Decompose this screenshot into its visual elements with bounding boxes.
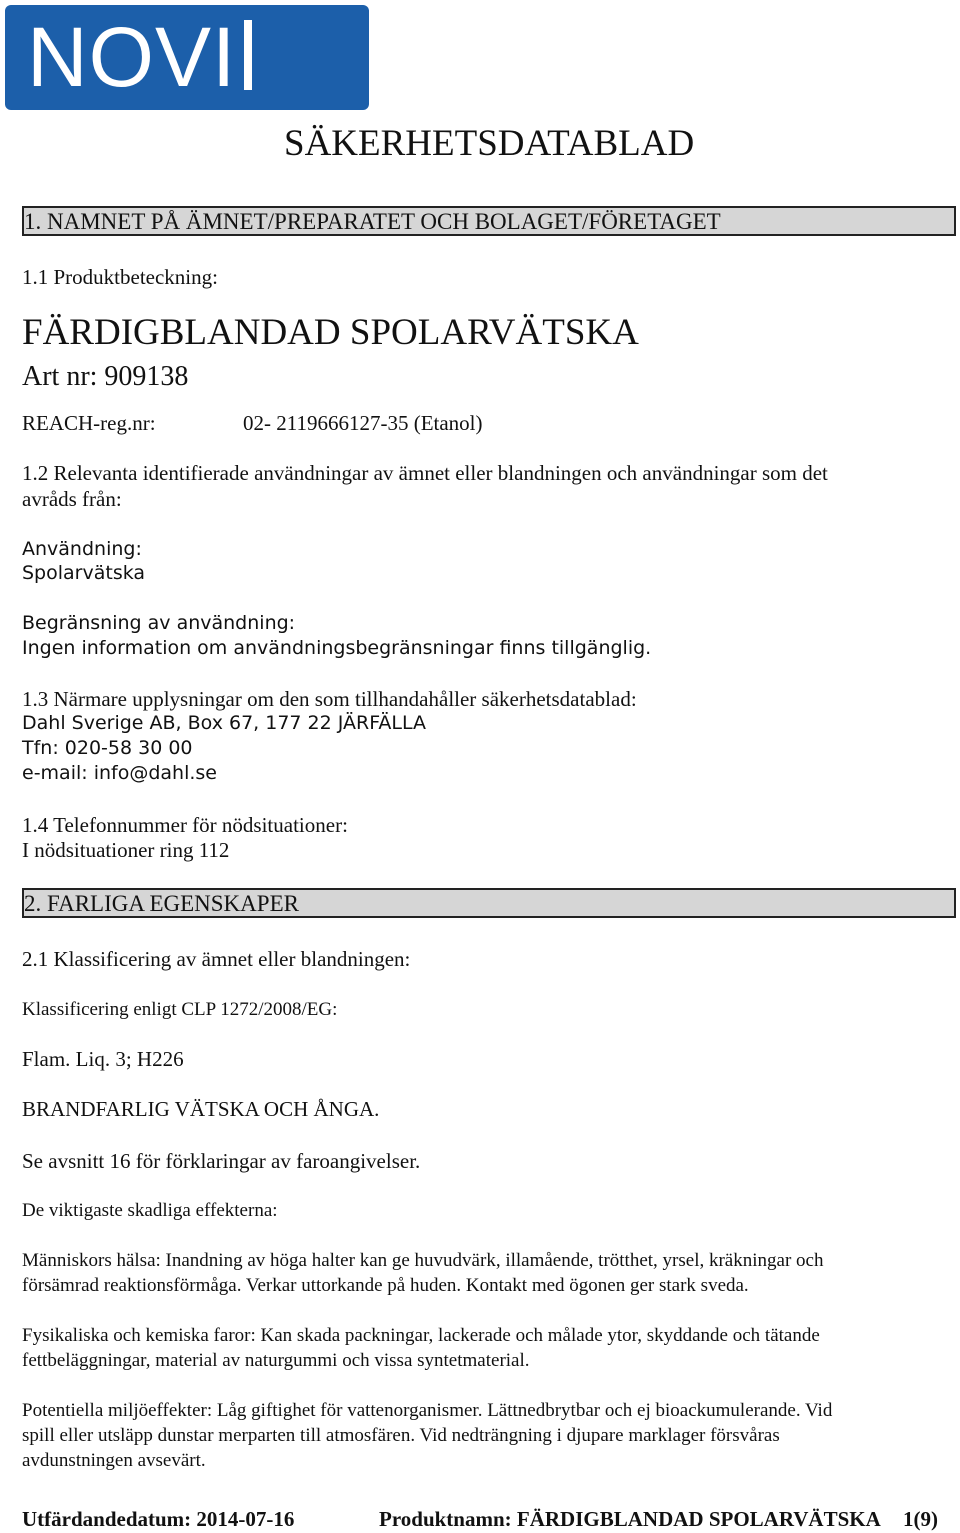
section-2-header <box>22 888 956 918</box>
classification-heading: 2.1 Klassificering av ämnet eller blandningen: <box>22 947 411 971</box>
footer-page-number: 1(9) <box>903 1507 938 1531</box>
section-2-heading: 2. FARLIGA EGENSKAPER <box>24 891 299 916</box>
document-title: SÄKERHETSDATABLAD <box>284 123 695 164</box>
supplier-heading: 1.3 Närmare upplysningar om den som tillhandahåller säkerhetsdatablad: <box>22 687 637 711</box>
supplier-address: Dahl Sverige AB, Box 67, 177 22 JÄRFÄLLA <box>22 712 427 734</box>
product-name: FÄRDIGBLANDAD SPOLARVÄTSKA <box>22 312 639 353</box>
uses-heading-line2: avråds från: <box>22 487 122 511</box>
restriction-label: Begränsning av användning: <box>22 612 296 634</box>
environment-effects-line3: avdunstningen avsevärt. <box>22 1450 206 1471</box>
health-effects-line2: försämrad reaktionsförmåga. Verkar uttorkande på huden. Kontakt med ögonen ger stark sveda. <box>22 1275 749 1296</box>
reach-label: REACH-reg.nr: <box>22 411 156 435</box>
emergency-value: I nödsituationer ring 112 <box>22 838 230 862</box>
supplier-email: e-mail: info@dahl.se <box>22 762 217 784</box>
use-value: Spolarvätska <box>22 562 146 584</box>
clp-value: Flam. Liq. 3; H226 <box>22 1047 184 1071</box>
section-1-header <box>22 206 956 236</box>
environment-effects-line2: spill eller utsläpp dunstar merparten till atmosfären. Vid nedträngning i djupare marklager försvåras <box>22 1425 780 1446</box>
article-number: Art nr: 909138 <box>22 361 189 392</box>
reach-value: 02- 2119666127-35 (Etanol) <box>243 411 483 435</box>
footer-product-name: Produktnamn: FÄRDIGBLANDAD SPOLARVÄTSKA <box>379 1507 881 1531</box>
physchem-effects-line1: Fysikaliska och kemiska faror: Kan skada packningar, lackerade och målade ytor, skyddande och tätande <box>22 1325 820 1346</box>
health-effects-line1: Människors hälsa: Inandning av höga halter kan ge huvudvärk, illamående, trötthet, yrsel, kräkningar och <box>22 1250 824 1271</box>
uses-heading-line1: 1.2 Relevanta identifierade användningar av ämnet eller blandningen och användningar som det <box>22 461 828 485</box>
physchem-effects-line2: fettbeläggningar, material av naturgummi och vissa syntetmaterial. <box>22 1350 530 1371</box>
product-identifier-label: 1.1 Produktbeteckning: <box>22 265 218 289</box>
section-1-heading: 1. NAMNET PÅ ÄMNET/PREPARATET OCH BOLAGET/FÖRETAGET <box>24 209 721 234</box>
emergency-heading: 1.4 Telefonnummer för nödsituationer: <box>22 813 348 837</box>
see-section-16: Se avsnitt 16 för förklaringar av faroangivelser. <box>22 1149 421 1173</box>
effects-heading: De viktigaste skadliga effekterna: <box>22 1200 278 1221</box>
footer-issue-date: Utfärdandedatum: 2014-07-16 <box>22 1507 295 1531</box>
logo-text-left: NOVI <box>27 10 237 104</box>
environment-effects-line1: Potentiella miljöeffekter: Låg giftighet för vattenorganismer. Lättnedbrytbar och ej bioackumulerande. Vid <box>22 1400 833 1421</box>
novipro-logo <box>5 5 369 196</box>
logo-text-right: Pro <box>27 102 161 196</box>
supplier-phone: Tfn: 020-58 30 00 <box>22 737 193 759</box>
clp-label: Klassificering enligt CLP 1272/2008/EG: <box>22 999 338 1020</box>
hazard-statement: BRANDFARLIG VÄTSKA OCH ÅNGA. <box>22 1097 380 1121</box>
use-label: Användning: <box>22 538 142 560</box>
logo-divider <box>244 20 252 90</box>
restriction-value: Ingen information om användningsbegränsningar finns tillgänglig. <box>22 637 652 659</box>
logo-wordmark <box>27 11 369 195</box>
